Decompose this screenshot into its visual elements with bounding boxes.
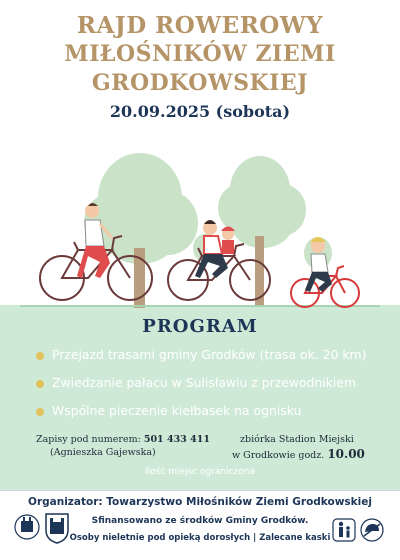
meeting-place-time xyxy=(232,447,365,461)
safety-note: Osoby nieletnie pod opieką dorosłych | Zalecane kaski xyxy=(69,533,331,543)
helmet-icon xyxy=(360,518,384,542)
town-crest-icon xyxy=(44,512,70,544)
program-item: Wspólne pieczenie kiełbasek na ognisku xyxy=(52,403,302,418)
adult-child-icon xyxy=(332,518,356,542)
meeting-place: w Grodkowie godz. xyxy=(232,450,325,461)
bullet-icon xyxy=(36,408,44,416)
funding-text: Sfinansowano ze środków Gminy Grodków. xyxy=(91,516,309,526)
meeting-time: 10.00 xyxy=(327,447,365,461)
registration-line xyxy=(36,434,210,445)
meeting-point: zbiórka Stadion Miejski xyxy=(240,434,354,445)
organizer-text: Organizator: Towarzystwo Miłośników Ziemi Grodkowskiej xyxy=(28,496,372,508)
registration-label: Zapisy pod numerem: xyxy=(36,434,141,445)
title-line-1: RAJD ROWEROWY xyxy=(76,12,324,39)
bullet-icon xyxy=(36,352,44,360)
program-item: Zwiedzanie pałacu w Sulisławiu z przewodnikiem xyxy=(52,375,357,390)
event-date: 20.09.2025 (sobota) xyxy=(109,102,291,121)
bullet-icon xyxy=(36,380,44,388)
cyclists-illustration xyxy=(0,128,400,328)
registration-phone: 501 433 411 xyxy=(143,434,210,445)
title-line-3: GRODKOWSKIEJ xyxy=(91,70,309,96)
rider-3 xyxy=(221,227,235,255)
registration-person: (Agnieszka Gajewska) xyxy=(50,447,156,458)
limited-places-note: Ilość miejsc ograniczona xyxy=(145,467,255,477)
footer-divider xyxy=(0,490,400,491)
title-line-2: MIŁOŚNIKÓW ZIEMI xyxy=(64,41,336,67)
program-heading: PROGRAM xyxy=(142,316,258,337)
society-logo-icon xyxy=(14,512,40,542)
program-item: Przejazd trasami gminy Grodków (trasa ok. 20 km) xyxy=(52,347,367,362)
